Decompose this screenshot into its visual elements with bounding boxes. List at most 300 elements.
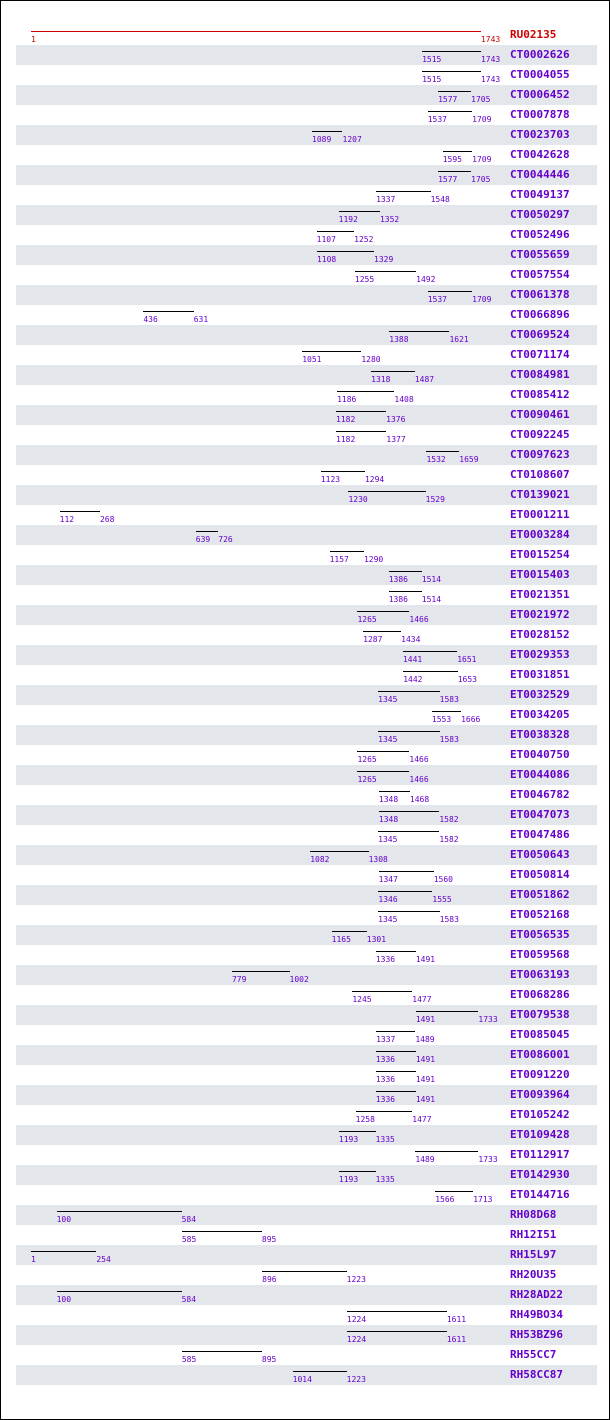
span-start-label: 1532 [426,455,446,464]
alignment-row [1,865,609,885]
alignment-span-line [339,211,380,212]
alignment-row [1,1085,609,1105]
span-end-label: 1514 [421,595,442,604]
span-end-label: 1290 [363,555,384,564]
alignment-span-line [347,1311,447,1312]
sequence-name-link[interactable]: RH12I51 [510,1228,557,1241]
alignment-row [1,625,609,645]
span-end-label: 1713 [473,1195,493,1204]
alignment-row [1,505,609,525]
alignment-row [1,1345,609,1365]
sequence-name-link[interactable]: ET0031851 [510,668,570,681]
alignment-row [1,425,609,445]
span-end-label: 1207 [342,135,362,144]
alignment-span-line [321,471,365,472]
sequence-name-link[interactable]: CT0023703 [510,128,570,141]
span-end-label: 1487 [414,375,435,384]
span-start-label: 1337 [376,195,396,204]
span-start-label: 1265 [357,615,377,624]
alignment-span-line [232,971,290,972]
sequence-name-link[interactable]: ET0050814 [510,868,570,881]
span-start-label: 1345 [378,695,398,704]
span-start-label: 1107 [316,235,336,244]
span-end-label: 1653 [457,675,477,684]
alignment-row [1,525,609,545]
alignment-row [1,685,609,705]
sequence-name-link[interactable]: ET0086001 [510,1048,570,1061]
span-start-label: 100 [56,1215,72,1224]
span-start-label: 1193 [338,1135,359,1144]
span-end-label: 268 [99,515,115,524]
span-end-label: 1434 [401,635,421,644]
span-end-label: 1223 [346,1275,366,1284]
alignment-span-line [389,571,422,572]
span-start-label: 1577 [438,175,458,184]
span-end-label: 1377 [386,435,406,444]
span-end-label: 1743 [480,35,501,44]
span-end-label: 1335 [375,1135,395,1144]
alignment-row [1,385,609,405]
alignment-row [1,245,609,265]
alignment-span-line [378,731,439,732]
span-end-label: 1408 [394,395,414,404]
span-end-label: 1477 [412,995,432,1004]
alignment-row [1,1065,609,1085]
span-start-label: 1089 [312,135,332,144]
alignment-row [1,665,609,685]
span-end-label: 1491 [415,1095,436,1104]
alignment-row [1,965,609,985]
sequence-name-link[interactable]: CT0044446 [510,168,570,181]
alignment-span-line [355,271,416,272]
span-end-label: 1743 [480,55,501,64]
alignment-row [1,905,609,925]
span-start-label: 779 [231,975,247,984]
span-start-label: 1595 [442,155,462,164]
alignment-span-line [416,1011,479,1012]
alignment-row [1,645,609,665]
sequence-name-link[interactable]: ET0029353 [510,648,570,661]
span-start-label: 1515 [422,55,442,64]
span-start-label: 1553 [431,715,452,724]
span-start-label: 1346 [378,895,398,904]
sequence-name-link[interactable]: ET0015254 [510,548,570,561]
span-start-label: 1265 [357,755,377,764]
span-start-label: 1537 [427,115,447,124]
sequence-name-link[interactable]: ET0063193 [510,968,570,981]
span-start-label: 1388 [389,335,409,344]
alignment-span-line [182,1231,262,1232]
span-end-label: 1705 [471,95,491,104]
alignment-row [1,465,609,485]
span-end-label: 1335 [375,1175,395,1184]
alignment-span-line [422,51,481,52]
sequence-name-link[interactable]: CT0049137 [510,188,570,201]
span-end-label: 1582 [439,835,459,844]
alignment-span-line [336,411,386,412]
sequence-name-link[interactable]: CT0108607 [510,468,570,481]
reference-span-line [31,31,481,32]
sequence-name-link[interactable]: ET0032529 [510,688,570,701]
span-start-label: 1192 [338,215,358,224]
sequence-name-link[interactable]: CT0084981 [510,368,570,381]
span-end-label: 254 [96,1255,111,1264]
reference-name-link[interactable]: RU02135 [510,28,557,41]
sequence-name-link[interactable]: ET0091220 [510,1068,570,1081]
span-end-label: 1709 [472,115,492,124]
span-start-label: 1386 [388,575,408,584]
alignment-row [1,1225,609,1245]
span-start-label: 1182 [336,415,356,424]
alignment-span-line [379,811,439,812]
sequence-name-link[interactable]: ET0056535 [510,928,570,941]
sequence-name-link[interactable]: CT0097623 [510,448,570,461]
alignment-row [1,1185,609,1205]
sequence-name-link[interactable]: CT0069524 [510,328,570,341]
sequence-name-link[interactable]: ET0047073 [510,808,570,821]
sequence-name-link[interactable]: ET0050643 [510,848,570,861]
span-start-label: 639 [195,535,211,544]
alignment-span-line [339,1171,376,1172]
alignment-row [1,985,609,1005]
sequence-name-link[interactable]: ET0034205 [510,708,570,721]
span-start-label: 1123 [320,475,341,484]
span-start-label: 896 [262,1275,277,1284]
alignment-row [1,65,609,85]
alignment-span-line [352,991,412,992]
span-start-label: 1336 [375,1055,396,1064]
alignment-row [1,825,609,845]
sequence-name-link[interactable]: ET0021351 [510,588,570,601]
span-end-label: 1733 [478,1015,498,1024]
alignment-span-line [356,1111,413,1112]
alignment-row [1,1285,609,1305]
span-end-label: 1555 [432,895,452,904]
alignment-span-line [379,791,410,792]
span-start-label: 1577 [438,95,458,104]
alignment-span-line [435,1191,473,1192]
alignment-span-line [432,711,461,712]
alignment-row [1,205,609,225]
span-end-label: 1611 [446,1335,467,1344]
alignment-span-line [389,591,422,592]
span-end-label: 1491 [415,1075,436,1084]
alignment-row [1,1125,609,1145]
sequence-name-link[interactable]: ET0112917 [510,1148,570,1161]
sequence-name-link[interactable]: RH15L97 [510,1248,557,1261]
sequence-name-link[interactable]: ET0059568 [510,948,570,961]
alignment-span-line [337,391,394,392]
sequence-name-link[interactable]: CT0006452 [510,88,570,101]
span-start-label: 1566 [435,1195,455,1204]
span-end-label: 1294 [364,475,385,484]
span-end-label: 1002 [289,975,309,984]
sequence-name-link[interactable]: CT0092245 [510,428,570,441]
span-end-label: 1514 [421,575,442,584]
alignment-span-line [302,351,361,352]
sequence-name-link[interactable]: ET0051862 [510,888,570,901]
span-end-label: 1491 [415,955,436,964]
alignment-span-line [415,1151,478,1152]
span-start-label: 1348 [378,815,399,824]
alignment-row [1,485,609,505]
sequence-name-link[interactable]: ET0028152 [510,628,570,641]
span-end-label: 1621 [449,335,469,344]
sequence-name-link[interactable]: ET0046782 [510,788,570,801]
span-start-label: 1336 [375,1095,396,1104]
sequence-name-link[interactable]: CT0061378 [510,288,570,301]
alignment-row [1,365,609,385]
span-start-label: 1336 [375,955,396,964]
span-end-label: 1659 [459,455,479,464]
span-start-label: 1 [31,1255,36,1264]
sequence-name-link[interactable]: ET0109428 [510,1128,570,1141]
alignment-span-line [376,191,431,192]
span-start-label: 1345 [378,915,398,924]
sequence-name-link[interactable]: CT0052496 [510,228,570,241]
alignment-span-line [371,371,415,372]
alignment-row [1,1365,609,1385]
sequence-name-link[interactable]: CT0139021 [510,488,570,501]
span-end-label: 1583 [439,915,459,924]
alignment-span-line [339,1131,376,1132]
alignment-span-line [143,311,193,312]
alignment-span-line [262,1271,346,1272]
span-end-label: 1548 [430,195,450,204]
span-start-label: 1230 [348,495,368,504]
span-end-label: 1223 [346,1375,366,1384]
span-start-label: 1347 [378,875,398,884]
span-end-label: 1468 [409,795,430,804]
span-end-label: 584 [181,1215,197,1224]
span-start-label: 1258 [355,1115,375,1124]
sequence-name-link[interactable]: RH58CC87 [510,1368,563,1381]
alignment-span-line [357,751,409,752]
span-end-label: 1352 [379,215,400,224]
alignment-row [1,325,609,345]
alignment-span-line [182,1351,262,1352]
alignment-span-line [438,91,471,92]
alignment-row [1,125,609,145]
alignment-row [1,1325,609,1345]
span-start-label: 100 [56,1295,72,1304]
alignment-span-line [317,251,374,252]
span-end-label: 1466 [409,775,429,784]
sequence-name-link[interactable]: ET0093964 [510,1088,570,1101]
sequence-name-link[interactable]: RH20U35 [510,1268,557,1281]
sequence-name-link[interactable]: CT0066896 [510,308,570,321]
alignment-span-line [378,911,439,912]
span-end-label: 1329 [374,255,394,264]
alignment-row [1,45,609,65]
sequence-name-link[interactable]: CT0085412 [510,388,570,401]
span-end-label: 895 [261,1235,277,1244]
alignment-row [1,1205,609,1225]
span-start-label: 1 [31,35,36,44]
sequence-name-link[interactable]: ET0003284 [510,528,570,541]
span-start-label: 1265 [357,775,377,784]
span-start-label: 1441 [402,655,423,664]
sequence-name-link[interactable]: ET0047486 [510,828,570,841]
alignment-span-line [378,831,439,832]
alignment-span-line [379,871,434,872]
alignment-row [1,705,609,725]
alignment-span-line [376,951,416,952]
sequence-name-link[interactable]: ET0021972 [510,608,570,621]
span-start-label: 436 [143,315,158,324]
alignment-span-line [330,551,364,552]
span-start-label: 1386 [388,595,408,604]
sequence-name-link[interactable]: RH08D68 [510,1208,557,1221]
alignment-row [1,925,609,945]
span-start-label: 1348 [378,795,399,804]
sequence-name-link[interactable]: CT0071174 [510,348,570,361]
sequence-name-link[interactable]: ET0052168 [510,908,570,921]
span-start-label: 1337 [376,1035,396,1044]
sequence-name-link[interactable]: RH28AD22 [510,1288,563,1301]
span-start-label: 1165 [331,935,351,944]
alignment-span-line [389,331,449,332]
span-end-label: 1709 [472,295,492,304]
span-start-label: 1182 [336,435,356,444]
span-start-label: 1051 [302,355,322,364]
sequence-name-link[interactable]: CT0057554 [510,268,570,281]
alignment-row [1,445,609,465]
alignment-span-line [293,1371,347,1372]
sequence-name-link[interactable]: CT0004055 [510,68,570,81]
span-start-label: 112 [59,515,75,524]
alignment-span-line [60,511,100,512]
alignment-row [1,1025,609,1045]
alignment-span-line [363,631,401,632]
sequence-name-link[interactable]: ET0085045 [510,1028,570,1041]
alignment-row [1,85,609,105]
alignment-span-line [376,1071,416,1072]
alignment-row [1,225,609,245]
sequence-name-link[interactable]: CT0002626 [510,48,570,61]
span-end-label: 1582 [439,815,459,824]
alignment-span-line [428,291,472,292]
alignment-span-line [422,71,481,72]
sequence-name-link[interactable]: ET0068286 [510,988,570,1001]
alignment-row [1,885,609,905]
span-start-label: 1193 [338,1175,359,1184]
span-end-label: 726 [218,535,233,544]
span-end-label: 1709 [472,155,492,164]
span-end-label: 1705 [471,175,491,184]
span-start-label: 1491 [415,1015,436,1024]
span-end-label: 1666 [461,715,481,724]
sequence-name-link[interactable]: CT0090461 [510,408,570,421]
span-start-label: 1245 [352,995,372,1004]
alignment-row [1,565,609,585]
span-start-label: 1014 [292,1375,312,1384]
sequence-name-link[interactable]: ET0144716 [510,1188,570,1201]
span-end-label: 1560 [433,875,453,884]
reference-row [1,25,609,45]
alignment-row [1,1045,609,1065]
alignment-span-line [57,1291,182,1292]
alignment-span-line [332,931,367,932]
sequence-name-link[interactable]: ET0040750 [510,748,570,761]
alignment-row [1,1105,609,1125]
sequence-name-link[interactable]: CT0007878 [510,108,570,121]
alignment-row [1,105,609,125]
sequence-name-link[interactable]: CT0050297 [510,208,570,221]
span-end-label: 1651 [457,655,477,664]
alignment-row [1,1305,609,1325]
alignment-row [1,1005,609,1025]
sequence-name-link[interactable]: ET0015403 [510,568,570,581]
alignment-span-line [403,651,457,652]
alignment-span-line [317,231,354,232]
alignment-row [1,845,609,865]
alignment-span-line [336,431,386,432]
alignment-row [1,1265,609,1285]
alignment-span-line [426,451,459,452]
alignment-span-line [438,171,471,172]
sequence-name-link[interactable]: ET0079538 [510,1008,570,1021]
alignment-row [1,545,609,565]
sequence-name-link[interactable]: ET0038328 [510,728,570,741]
span-start-label: 1287 [363,635,383,644]
sequence-name-link[interactable]: RH55CC7 [510,1348,557,1361]
span-start-label: 1082 [310,855,330,864]
span-end-label: 1308 [368,855,388,864]
sequence-name-link[interactable]: ET0142930 [510,1168,570,1181]
span-start-label: 1224 [346,1315,367,1324]
alignment-row [1,265,609,285]
sequence-name-link[interactable]: CT0042628 [510,148,570,161]
alignment-row [1,405,609,425]
sequence-name-link[interactable]: ET0044086 [510,768,570,781]
alignment-row [1,605,609,625]
alignment-row [1,745,609,765]
span-end-label: 1743 [480,75,501,84]
span-end-label: 1492 [416,275,436,284]
sequence-name-link[interactable]: ET0001211 [510,508,570,521]
alignment-span-line [57,1211,182,1212]
span-end-label: 1611 [446,1315,467,1324]
alignment-row [1,725,609,745]
sequence-name-link[interactable]: ET0105242 [510,1108,570,1121]
alignment-row [1,1165,609,1185]
span-start-label: 1186 [337,395,357,404]
span-start-label: 1345 [378,835,398,844]
sequence-name-link[interactable]: RH49BO34 [510,1308,563,1321]
alignment-span-line [357,611,409,612]
span-start-label: 1255 [354,275,375,284]
span-start-label: 1318 [371,375,391,384]
alignment-span-line [196,531,218,532]
span-end-label: 895 [261,1355,277,1364]
alignment-span-line [310,851,368,852]
sequence-name-link[interactable]: CT0055659 [510,248,570,261]
alignment-span-line [378,891,432,892]
span-end-label: 631 [193,315,209,324]
alignment-span-line [347,1331,447,1332]
span-end-label: 1733 [478,1155,498,1164]
span-end-label: 1466 [409,615,429,624]
span-start-label: 1108 [316,255,337,264]
alignment-row [1,765,609,785]
alignment-span-line [357,771,409,772]
span-end-label: 1489 [415,1035,435,1044]
alignment-row [1,305,609,325]
sequence-name-link[interactable]: RH53BZ96 [510,1328,563,1341]
span-end-label: 1583 [439,735,459,744]
span-end-label: 1252 [354,235,374,244]
